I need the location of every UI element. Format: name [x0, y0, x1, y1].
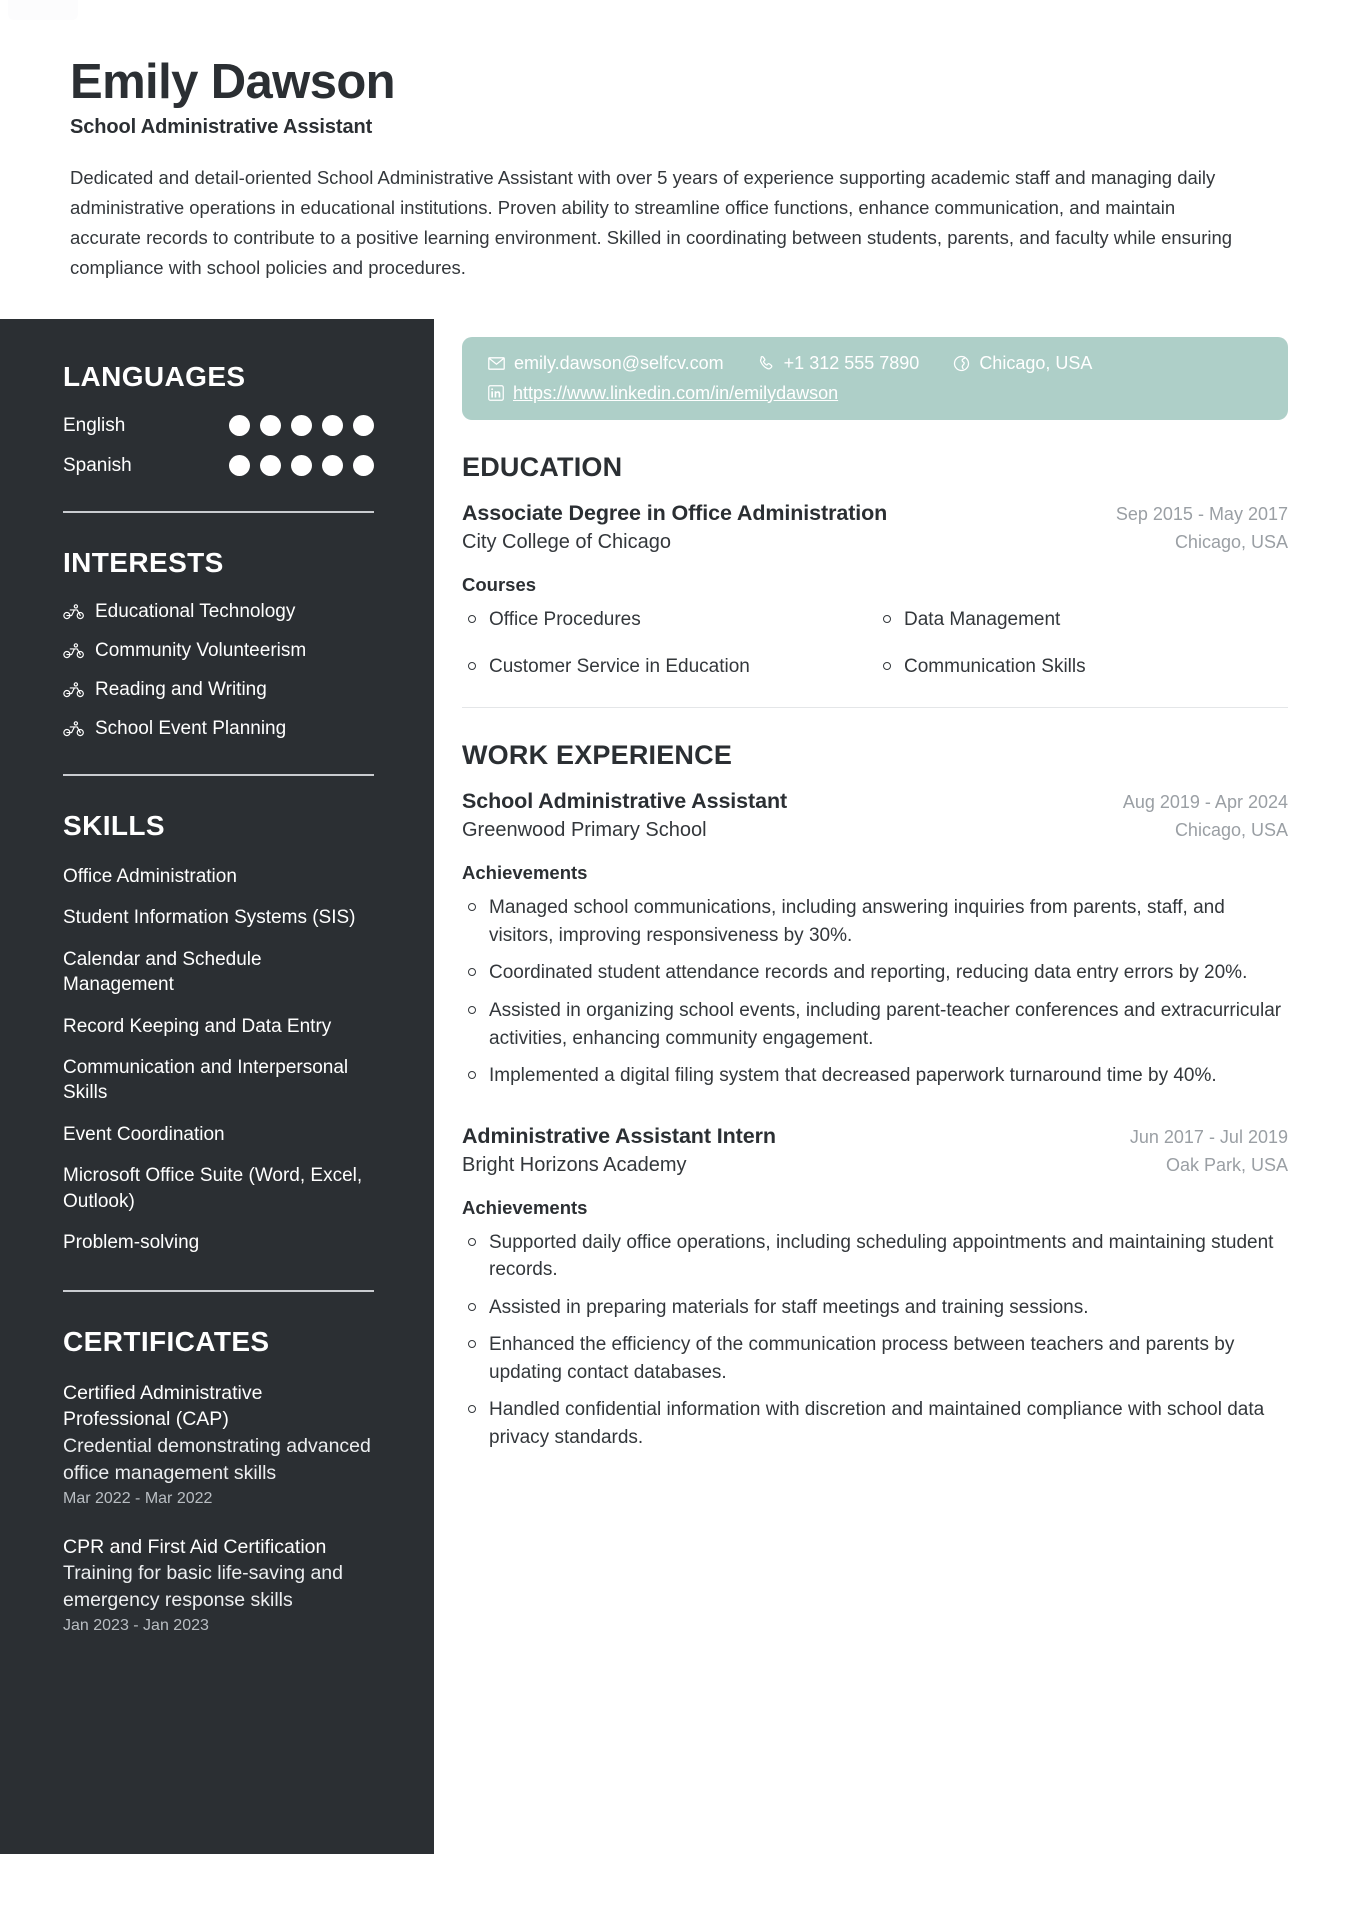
bullet-item [468, 1229, 1288, 1284]
level-dot [291, 455, 312, 476]
certificate-date: Jan 2023 - Jan 2023 [63, 1616, 209, 1634]
contact-location [953, 353, 1092, 374]
sidebar-section-skills [63, 810, 374, 1256]
contact-linkedin[interactable] [488, 383, 838, 404]
section-work-experience [462, 740, 1288, 1451]
level-dot [353, 455, 374, 476]
bullet-item [468, 653, 873, 681]
resume-header [0, 0, 1350, 283]
sidebar-divider [63, 511, 374, 513]
certificate-item [63, 1380, 374, 1508]
interests-list [63, 601, 374, 740]
level-dot [229, 455, 250, 476]
language-level-dots [229, 415, 374, 436]
achievements-list [462, 894, 1288, 1089]
company-name: Bright Horizons Academy [462, 1153, 687, 1176]
bullet-text: Customer Service in Education [489, 656, 750, 678]
bicycle-icon [63, 721, 85, 737]
level-dot [353, 415, 374, 436]
skills-heading: SKILLS [63, 809, 165, 841]
level-dot [260, 415, 281, 436]
sidebar-section-languages [63, 361, 374, 477]
school-name: City College of Chicago [462, 530, 671, 553]
level-dot [229, 415, 250, 436]
certificate-date: Mar 2022 - Mar 2022 [63, 1489, 213, 1507]
bullet-marker [468, 1303, 476, 1311]
level-dot [322, 415, 343, 436]
bullet-marker [468, 615, 476, 623]
bullet-marker [468, 903, 476, 911]
role-title: School Administrative Assistant [462, 789, 788, 814]
contact-phone-text: +1 312 555 7890 [783, 352, 920, 373]
entry-date: Sep 2015 - May 2017 [1115, 503, 1288, 524]
phone-icon [758, 355, 775, 372]
bullet-marker [468, 662, 476, 670]
contact-line-primary [488, 353, 1266, 374]
bullet-marker [883, 615, 891, 623]
interests-heading: INTERESTS [63, 546, 224, 578]
level-dot [260, 455, 281, 476]
globe-pin-icon [953, 355, 970, 372]
education-entries [462, 501, 1288, 681]
entry-date: Jun 2017 - Jul 2019 [1129, 1126, 1288, 1147]
interest-label: Reading and Writing [95, 678, 267, 700]
bullet-text: Managed school communications, including answering inquiries from parents, staff, and visitors, improving responsiveness by 30%. [489, 897, 1225, 946]
bullet-item [468, 1331, 1288, 1386]
bullet-item [468, 997, 1288, 1052]
certificate-description: Training for basic life-saving and emergency response skills [63, 1562, 343, 1611]
certificate-item [63, 1534, 374, 1635]
company-name: Greenwood Primary School [462, 819, 707, 842]
bicycle-icon [63, 643, 85, 659]
certificate-title: CPR and First Aid Certification [63, 1535, 327, 1558]
skill-item: Microsoft Office Suite (Word, Excel, Outlook) [63, 1165, 363, 1212]
bullet-item [468, 1062, 1288, 1090]
language-row [63, 415, 374, 437]
bullet-item [468, 1396, 1288, 1451]
entry-header [462, 789, 1288, 814]
skills-list [63, 864, 374, 1256]
bullet-text: Enhanced the efficiency of the communication process between teachers and parents by updating contact databases. [489, 1334, 1235, 1383]
skill-item: Record Keeping and Data Entry [63, 1015, 332, 1037]
entry-subheader [462, 819, 1288, 842]
bullet-marker [468, 1405, 476, 1413]
bullet-item [468, 606, 873, 634]
education-heading: EDUCATION [462, 451, 623, 482]
contact-phone[interactable] [758, 353, 920, 374]
entry-header [462, 501, 1288, 526]
sidebar-section-interests [63, 547, 374, 740]
courses-label: Courses [462, 573, 537, 595]
skill-item: Event Coordination [63, 1123, 225, 1145]
entry-location: Chicago, USA [1174, 531, 1288, 552]
bullet-text: Communication Skills [904, 656, 1086, 678]
entry-location: Oak Park, USA [1165, 1154, 1288, 1175]
linkedin-icon [488, 385, 504, 401]
skill-item: Student Information Systems (SIS) [63, 907, 356, 929]
certificates-list [63, 1380, 374, 1635]
work-entry [462, 789, 1288, 1089]
degree-title: Associate Degree in Office Administration [462, 500, 888, 525]
achievements-label: Achievements [462, 862, 588, 884]
languages-heading: LANGUAGES [63, 360, 246, 392]
interest-item [63, 679, 374, 701]
level-dot [322, 455, 343, 476]
bullet-item [468, 1294, 1288, 1322]
bullet-item [468, 894, 1288, 949]
languages-list [63, 415, 374, 477]
education-entry [462, 501, 1288, 681]
contact-email[interactable] [488, 353, 724, 374]
bullet-marker [468, 1340, 476, 1348]
work-entry [462, 1124, 1288, 1452]
bullet-text: Supported daily office operations, including scheduling appointments and maintaining student records. [489, 1231, 1274, 1281]
level-dot [291, 415, 312, 436]
bullet-marker [468, 968, 476, 976]
courses-grid [462, 606, 1288, 681]
job-title: School Administrative Assistant [70, 115, 373, 138]
bullet-text: Implemented a digital filing system that decreased paperwork turnaround time by 40%. [489, 1065, 1217, 1087]
entry-location: Chicago, USA [1174, 820, 1288, 841]
entry-date: Aug 2019 - Apr 2024 [1122, 792, 1288, 813]
contact-linkedin-text: https://www.linkedin.com/in/emilydawson [513, 382, 839, 403]
language-row [63, 455, 374, 477]
bullet-marker [468, 1006, 476, 1014]
entry-subheader [462, 1154, 1288, 1177]
bullet-text: Data Management [904, 608, 1061, 630]
language-name: English [63, 414, 126, 436]
contact-line-secondary [488, 383, 1266, 404]
certificate-title: Certified Administrative Professional (CAP) [63, 1381, 263, 1431]
bullet-item [883, 653, 1288, 681]
work-experience-heading: WORK EXPERIENCE [462, 740, 733, 771]
achievements-label: Achievements [462, 1196, 588, 1218]
sidebar-divider [63, 1290, 374, 1292]
role-title: Administrative Assistant Intern [462, 1123, 776, 1148]
bullet-text: Office Procedures [489, 608, 641, 630]
contact-location-text: Chicago, USA [979, 352, 1093, 373]
interest-label: School Event Planning [95, 717, 287, 739]
envelope-icon [488, 357, 505, 370]
bullet-item [468, 959, 1288, 987]
sidebar-divider [63, 774, 374, 776]
bicycle-icon [63, 682, 85, 698]
resume-body [0, 319, 1350, 1854]
language-name: Spanish [63, 454, 132, 476]
interest-item [63, 640, 374, 662]
section-education [462, 452, 1288, 709]
language-level-dots [229, 455, 374, 476]
bullet-marker [883, 662, 891, 670]
interest-item [63, 601, 374, 623]
skill-item: Calendar and Schedule Management [63, 948, 262, 996]
skill-item: Office Administration [63, 865, 237, 887]
interest-label: Educational Technology [95, 600, 296, 622]
entry-header [462, 1124, 1288, 1149]
bullet-text: Assisted in preparing materials for staff meetings and training sessions. [489, 1296, 1089, 1318]
sidebar [0, 319, 434, 1854]
contact-bar [462, 337, 1288, 420]
interest-item [63, 718, 374, 740]
bullet-text: Assisted in organizing school events, including parent-teacher conferences and extracurricular activities, enhancing community engagement. [489, 999, 1282, 1049]
professional-summary: Dedicated and detail-oriented School Administrative Assistant with over 5 years of experience supporting academic staff and managing daily administrative operations in educational institutions. Proven ability to streamline office functions, enhance communication, and maintain accurate records to contribute to a positive learning environment. Skilled in coordinating between students, parents, and faculty while ensuring compliance with school policies and procedures. [70, 166, 1233, 278]
main-column [434, 319, 1350, 1854]
contact-email-text: emily.dawson@selfcv.com [514, 352, 724, 373]
entry-subheader [462, 531, 1288, 554]
bullet-marker [468, 1071, 476, 1079]
interest-label: Community Volunteerism [95, 639, 307, 661]
bullet-marker [468, 1238, 476, 1246]
page-title: Emily Dawson [70, 55, 396, 109]
bicycle-icon [63, 604, 85, 620]
bullet-item [883, 606, 1288, 634]
work-entries [462, 789, 1288, 1451]
skill-item: Communication and Interpersonal Skills [63, 1057, 349, 1104]
page-corner-artifact [8, 0, 78, 20]
bullet-text: Handled confidential information with discretion and maintained compliance with school data privacy standards. [489, 1399, 1265, 1448]
skill-item: Problem-solving [63, 1232, 200, 1254]
section-rule [462, 707, 1288, 709]
certificate-description: Credential demonstrating advanced office management skills [63, 1435, 371, 1484]
bullet-text: Coordinated student attendance records and reporting, reducing data entry errors by 20%. [489, 962, 1248, 984]
certificates-heading: CERTIFICATES [63, 1325, 270, 1357]
sidebar-section-certificates [63, 1326, 374, 1635]
achievements-list [462, 1229, 1288, 1452]
